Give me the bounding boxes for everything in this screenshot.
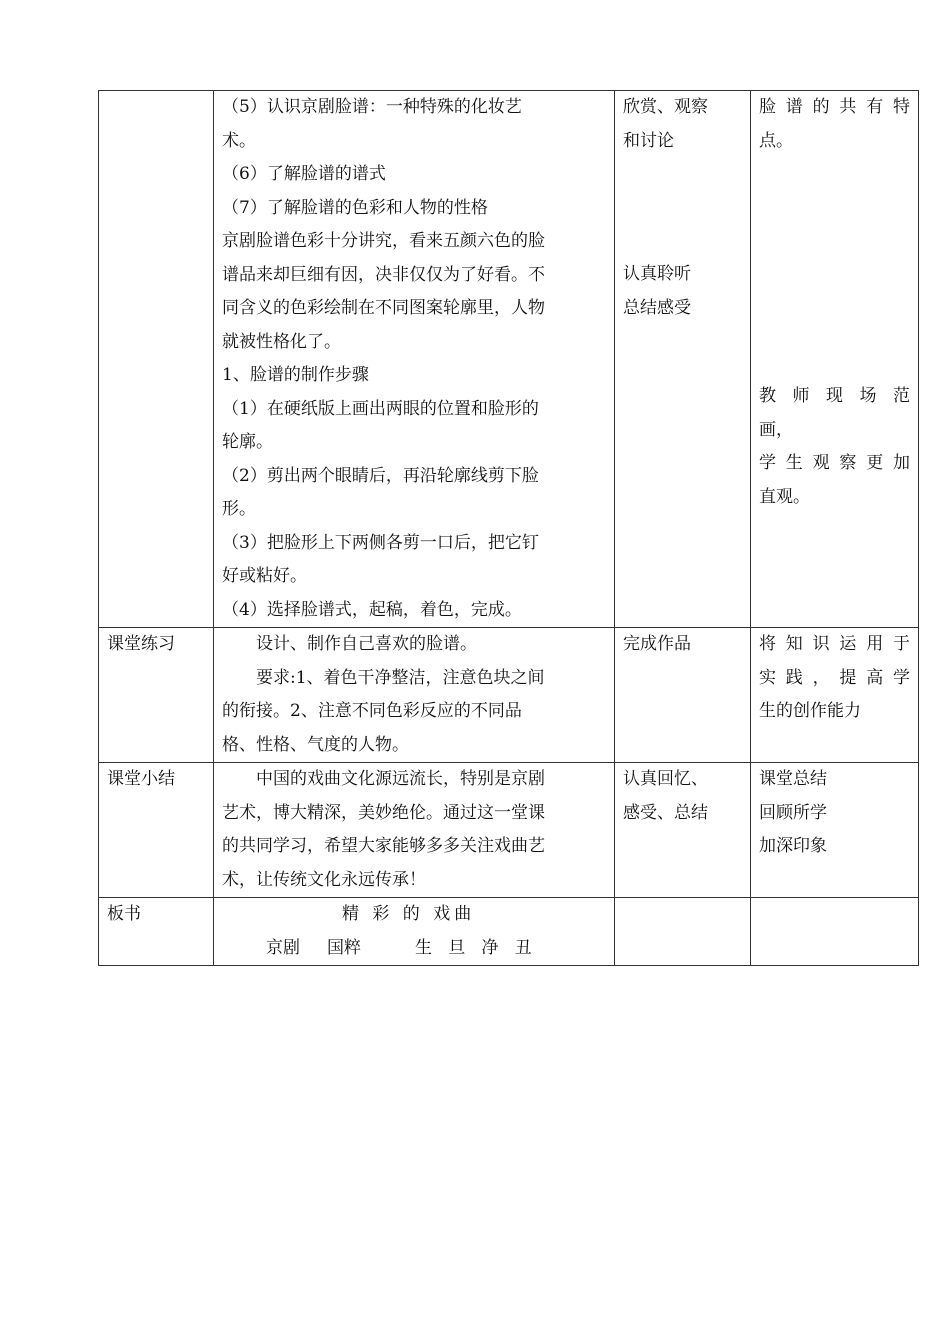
design-intent-cell xyxy=(751,628,919,763)
content-line: 术。 xyxy=(222,130,256,151)
content-line: 格、性格、气度的人物。 xyxy=(222,734,409,755)
row-label-summary: 课堂小结 xyxy=(99,763,214,898)
intent-line: 教师现场范 xyxy=(759,386,910,406)
student-line: 感受、总结 xyxy=(623,802,708,823)
intent-line: 实践，提高学 xyxy=(759,667,910,688)
intent-line: 课堂总结 xyxy=(759,769,827,789)
student-line: 认真聆听 xyxy=(623,264,691,284)
content-line: （5）认识京剧脸谱：一种特殊的化妆艺 xyxy=(222,97,522,117)
row-label-cell xyxy=(99,91,214,628)
content-line: 的共同学习，希望大家能够多多关注戏曲艺 xyxy=(222,836,545,856)
board-cell xyxy=(214,898,615,966)
content-line: 要求:1、着色干净整洁，注意色块之间 xyxy=(256,667,545,688)
content-line: （4）选择脸谱式，起稿，着色，完成。 xyxy=(222,599,522,620)
design-intent-cell xyxy=(751,763,919,898)
table-row xyxy=(99,763,919,898)
content-line: （1）在硬纸版上画出两眼的位置和脸形的 xyxy=(222,398,539,419)
content-cell xyxy=(214,628,615,763)
content-line: 设计、制作自己喜欢的脸谱。 xyxy=(256,634,477,654)
board-title: 精 彩 的 戏曲 xyxy=(342,904,476,924)
content-line: （2）剪出两个眼睛后，再沿轮廓线剪下脸 xyxy=(222,465,539,486)
row-label-board: 板书 xyxy=(99,898,214,966)
student-line: 和讨论 xyxy=(623,130,674,151)
student-line: 总结感受 xyxy=(623,297,691,318)
content-line: 1、脸谱的制作步骤 xyxy=(222,365,369,385)
student-line: 完成作品 xyxy=(623,634,691,654)
intent-line: 生的创作能力 xyxy=(759,701,861,721)
content-line: 就被性格化了。 xyxy=(222,331,341,352)
intent-line: 脸谱的共有特 xyxy=(759,97,910,117)
content-line: （7）了解脸谱的色彩和人物的性格 xyxy=(222,197,488,218)
row-label-practice: 课堂练习 xyxy=(99,628,214,763)
content-line: 形。 xyxy=(222,499,256,519)
content-line: （6）了解脸谱的谱式 xyxy=(222,164,386,184)
intent-line: 回顾所学 xyxy=(759,802,827,823)
content-line: 京剧脸谱色彩十分讲究，看来五颜六色的脸 xyxy=(222,231,545,251)
student-line: 欣赏、观察 xyxy=(623,97,708,117)
intent-line: 直观。 xyxy=(759,486,810,507)
content-cell xyxy=(214,91,615,628)
intent-line: 将知识运用于 xyxy=(759,634,910,654)
design-intent-cell xyxy=(751,91,919,628)
design-intent-cell xyxy=(751,898,919,966)
content-line: 术，让传统文化永远传承！ xyxy=(222,869,426,890)
table-row xyxy=(99,91,919,628)
intent-line: 画， xyxy=(759,419,793,440)
content-line: 的衔接。2、注意不同色彩反应的不同品 xyxy=(222,701,522,721)
content-line: （3）把脸形上下两侧各剪一口后，把它钉 xyxy=(222,532,539,553)
board-subline: 京剧 国粹 生 旦 净 丑 xyxy=(266,937,532,958)
student-activity-cell xyxy=(615,763,751,898)
student-activity-cell xyxy=(615,898,751,966)
content-line: 同含义的色彩绘制在不同图案轮廓里，人物 xyxy=(222,298,545,318)
table-row xyxy=(99,628,919,763)
lesson-plan-table xyxy=(98,90,919,966)
content-line: 艺术，博大精深，美妙绝伦。通过这一堂课 xyxy=(222,802,545,823)
intent-line: 点。 xyxy=(759,130,793,151)
table-row xyxy=(99,898,919,966)
student-line: 认真回忆、 xyxy=(623,769,708,789)
content-cell xyxy=(214,763,615,898)
content-line: 好或粘好。 xyxy=(222,566,307,586)
content-line: 谱品来却巨细有因，决非仅仅为了好看。不 xyxy=(222,264,545,285)
intent-line: 加深印象 xyxy=(759,836,827,856)
content-line: 轮廓。 xyxy=(222,432,273,452)
content-line: 中国的戏曲文化源远流长，特别是京剧 xyxy=(256,769,545,789)
student-activity-cell xyxy=(615,628,751,763)
intent-line: 学生观察更加 xyxy=(759,453,910,473)
student-activity-cell xyxy=(615,91,751,628)
